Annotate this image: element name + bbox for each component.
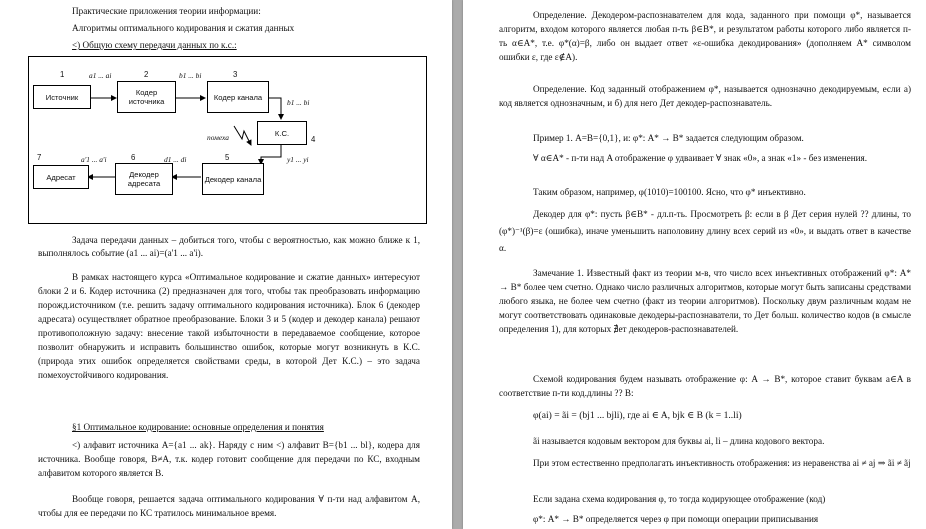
document-page-left: [0, 0, 452, 529]
document-page-right: [463, 0, 926, 529]
block-number-2: 2: [144, 70, 149, 79]
coding-scheme-definition: Схемой кодирования будем называть отображение φ: A → B*, которое ставит буквам a∈A в соответствие п-ти код.длины ?? B:: [499, 374, 911, 398]
paragraph-course-blocks: В рамках настоящего курса «Оптимальное кодирование и сжатие данных» интересуют блоки 2 и 6. Кодер источника (2) предназначен для того, чтобы так преобразовать информацию порожд.источником (т.е. решить задачу оптимального кодирования источника). Блок 6 (декодер адресата) осуществляет обратное преобразование. Блоки 3 и 5 (кодер и декодер канала) решают противоположную задачу: внесение такой избыточности в передаваемое сообщение, которое позволит обнаружить и исправить большинство ошибок, которые могут возникнуть в К.С. (природа этих ошибок определяется свойствами среды, в которой Дет К.С.) – это задача помехоустойчивого кодирования.: [38, 272, 420, 380]
coding-formula: φ(ai) = ãi = (bj1 ... bjli), где ai ∈ A, bjk ∈ B (k = 1..li): [533, 410, 742, 421]
data-transmission-diagram: [28, 56, 427, 224]
injectivity-note: При этом естественно предполагать инъективность отображения: из неравенства ai ≠ aj ⇒ ãi ≠ ãj: [533, 458, 911, 468]
label-a-sequence: a1 ... ai: [89, 71, 112, 80]
block-number-4: 4: [311, 135, 316, 144]
block-number-1: 1: [60, 70, 65, 79]
label-y-sequence: y1 ... yi: [287, 155, 309, 164]
label-b-sequence: b1 ... bi: [179, 71, 202, 80]
header-line-3: <) Общую схему передачи данных по к.с.:: [72, 40, 237, 50]
paragraph-optimal-task: Вообще говоря, решается задача оптимального кодирования ∀ п-ти над алфавитом A, чтобы для ее передачи по КС тратилось минимальное время.: [38, 494, 420, 518]
header-line-1: Практические приложения теории информации:: [72, 6, 261, 16]
remark-1: Замечание 1. Известный факт из теории м-в, что число всех инъективных отображений φ*: A* → B* более чем счетно. Однако число различных алгоритмов, которые могут быть записаны средствами любого языка, не более чем счетно (факт из теории алгоритмов). Поскольку двум различным кодам не могут соответствовать одинаковые декодеры-распознаватели, то Дет больш. количество кодов (в смысле определения 1), для которых ∄ет декодеров-распознавателей.: [499, 268, 911, 334]
decoder-description: Декодер для φ*: пусть β∈B* - дл.п-ть. Просмотреть β: если в β Дет серия нулей ?? длины, то (φ*)⁻¹(β)=ε (ошибка), иначе уменьшить наполовину длину всех серий из «0», и выдать ответ в качестве α.: [499, 209, 911, 253]
channel-box: К.С.: [257, 121, 307, 145]
example-1-rule: ∀ α∈A* - п-ти над A отображение φ удваивает ∀ знак «0», а знак «1» - без изменения.: [533, 153, 868, 163]
block-number-6: 6: [131, 153, 136, 162]
label-d-sequence: d1 ... di: [164, 155, 187, 164]
paragraph-task: Задача передачи данных – добиться того, чтобы с вероятностью, как можно ближе к 1, выполнялось событие (a1 ... ai)=(a'1 ... a'i).: [38, 235, 420, 258]
label-b-sequence-channel: b1 ... bi: [287, 98, 310, 107]
source-box: Источник: [33, 85, 91, 109]
coding-map-definition: φ*: A* → B* определяется через φ при помощи операции приписывания: [533, 514, 819, 524]
channel-decoder-box: Декодер канала: [202, 163, 264, 195]
code-vector-note: ãi называется кодовым вектором для буквы ai, li – длина кодового вектора.: [533, 436, 825, 446]
channel-coder-box: Кодер канала: [207, 81, 269, 113]
label-noise: помеха: [207, 133, 229, 142]
example-1-result: Таким образом, например, φ(1010)=100100. Ясно, что φ* инъективно.: [533, 187, 806, 197]
addressee-box: Адресат: [33, 165, 89, 189]
example-1: Пример 1. A=B={0,1}, и: φ*: A* → B* задается следующим образом.: [533, 133, 804, 143]
definition-uniquely-decodable: Определение. Код заданный отображением φ*, называется однозначно декодируемым, если а) код является однозначным, и б) для него Дет декодер-распознаватель.: [499, 84, 911, 108]
label-a-prime-sequence: a'1 ... a'i: [81, 155, 107, 164]
definition-decoder: Определение. Декодером-распознавателем для кода, заданного при помощи φ*, называется алгоритм, входом которого является любая п-ть β∈B*, и результатом работы которого либо является п-ть α∈A*, т.е. φ*(α)=β, либо он выдает ответ «ε-ошибка декодирования» (дополняем A* символом ошибки ε, где ε∉A).: [499, 10, 911, 62]
paragraph-alphabets: <) алфавит источника A={a1 ... ak}. Наряду с ним <) алфавит B={b1 ... bl}, кодера для источника. Вообще говоря, B≠A, т.к. кодер готовит сообщение для передачи по КС, входным алфавитом которого является B.: [38, 440, 420, 478]
block-number-5: 5: [225, 153, 230, 162]
source-coder-box: Кодер источника: [117, 81, 176, 113]
addressee-decoder-box: Декодер адресата: [115, 163, 173, 195]
block-number-3: 3: [233, 70, 238, 79]
section-heading-1: §1 Оптимальное кодирование: основные определения и понятия: [72, 422, 324, 432]
header-line-2: Алгоритмы оптимального кодирования и сжатия данных: [72, 23, 295, 33]
block-number-7: 7: [37, 153, 42, 162]
coding-map-intro: Если задана схема кодирования φ, то тогда кодирующее отображение (код): [533, 494, 826, 504]
